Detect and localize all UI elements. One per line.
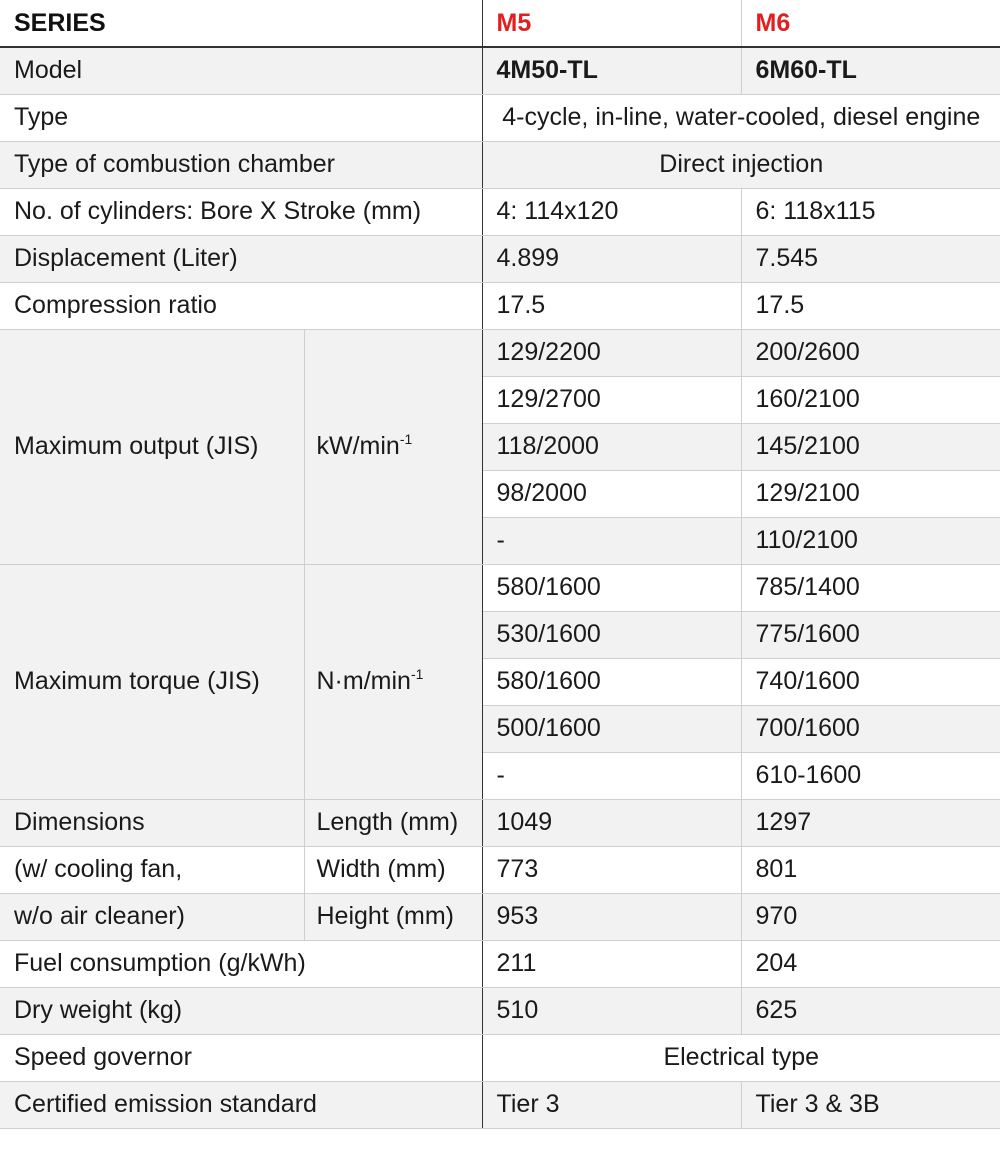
m5-value: 1049 — [482, 799, 741, 846]
m5-value: - — [482, 517, 741, 564]
table-row-compression — [0, 282, 1000, 329]
m6-value: Tier 3 & 3B — [741, 1081, 1000, 1128]
m5-value: 4.899 — [482, 235, 741, 282]
table-row-dim-length — [0, 799, 1000, 846]
m6-heading: M6 — [741, 0, 1000, 47]
max-torque-unit — [304, 564, 482, 799]
m6-value: 1297 — [741, 799, 1000, 846]
row-label: Type of combustion chamber — [0, 141, 482, 188]
row-label: Model — [0, 47, 482, 94]
dimensions-label-line-1: Dimensions — [0, 799, 304, 846]
m5-value: 129/2200 — [482, 329, 741, 376]
m5-value: 953 — [482, 893, 741, 940]
table-row-combustion — [0, 141, 1000, 188]
m6-value: 204 — [741, 940, 1000, 987]
table-row-displacement — [0, 235, 1000, 282]
unit-superscript: -1 — [399, 431, 413, 447]
max-output-unit — [304, 329, 482, 564]
m5-value: 118/2000 — [482, 423, 741, 470]
m6-value: 6: 118x115 — [741, 188, 1000, 235]
shared-value: Electrical type — [482, 1034, 1000, 1081]
m6-value: 129/2100 — [741, 470, 1000, 517]
dimension-sub-label: Height (mm) — [304, 893, 482, 940]
table-row-dim-width — [0, 846, 1000, 893]
unit-text: kW/min — [316, 432, 400, 460]
m6-value: 740/1600 — [741, 658, 1000, 705]
m6-value: 785/1400 — [741, 564, 1000, 611]
m5-value: 530/1600 — [482, 611, 741, 658]
m6-value: 200/2600 — [741, 329, 1000, 376]
m5-value: 773 — [482, 846, 741, 893]
max-torque-label: Maximum torque (JIS) — [0, 564, 304, 799]
m5-value: 98/2000 — [482, 470, 741, 517]
m6-value: 610-1600 — [741, 752, 1000, 799]
m5-value: 4: 114x120 — [482, 188, 741, 235]
dimension-sub-label: Width (mm) — [304, 846, 482, 893]
row-label: Displacement (Liter) — [0, 235, 482, 282]
table-row-torque-1 — [0, 564, 1000, 611]
m6-value: 7.545 — [741, 235, 1000, 282]
m5-heading: M5 — [482, 0, 741, 47]
unit-superscript: -1 — [410, 666, 424, 682]
row-label: No. of cylinders: Bore X Stroke (mm) — [0, 188, 482, 235]
table-row-model — [0, 47, 1000, 94]
row-label: Certified emission standard — [0, 1081, 482, 1128]
m6-value: 17.5 — [741, 282, 1000, 329]
table-row-dim-height — [0, 893, 1000, 940]
table-row-emission — [0, 1081, 1000, 1128]
row-label: Fuel consumption (g/kWh) — [0, 940, 482, 987]
table-row-type — [0, 94, 1000, 141]
row-label: Type — [0, 94, 482, 141]
table-header-row — [0, 0, 1000, 47]
m5-value: Tier 3 — [482, 1081, 741, 1128]
m6-value: 110/2100 — [741, 517, 1000, 564]
dimensions-label-line-3: w/o air cleaner) — [0, 893, 304, 940]
m5-value: - — [482, 752, 741, 799]
m6-value: 775/1600 — [741, 611, 1000, 658]
dimensions-label-line-2: (w/ cooling fan, — [0, 846, 304, 893]
row-label: Dry weight (kg) — [0, 987, 482, 1034]
m5-value: 129/2700 — [482, 376, 741, 423]
table-row-governor — [0, 1034, 1000, 1081]
m5-value: 17.5 — [482, 282, 741, 329]
shared-value: 4-cycle, in-line, water-cooled, diesel engine — [482, 94, 1000, 141]
m6-value: 970 — [741, 893, 1000, 940]
m6-value: 700/1600 — [741, 705, 1000, 752]
m5-value: 580/1600 — [482, 658, 741, 705]
table-row-output-1 — [0, 329, 1000, 376]
m6-value: 160/2100 — [741, 376, 1000, 423]
m6-value: 145/2100 — [741, 423, 1000, 470]
m5-value: 510 — [482, 987, 741, 1034]
table-row-cylinders — [0, 188, 1000, 235]
row-label: Compression ratio — [0, 282, 482, 329]
series-heading: SERIES — [0, 0, 482, 47]
row-label: Speed governor — [0, 1034, 482, 1081]
shared-value: Direct injection — [482, 141, 1000, 188]
m6-value: 625 — [741, 987, 1000, 1034]
m6-value: 801 — [741, 846, 1000, 893]
unit-text: N·m/min — [316, 667, 411, 695]
m5-value: 580/1600 — [482, 564, 741, 611]
m5-value: 4M50-TL — [482, 47, 741, 94]
max-output-label: Maximum output (JIS) — [0, 329, 304, 564]
m5-value: 211 — [482, 940, 741, 987]
table-row-fuel — [0, 940, 1000, 987]
table-row-dry-weight — [0, 987, 1000, 1034]
dimension-sub-label: Length (mm) — [304, 799, 482, 846]
m6-value: 6M60-TL — [741, 47, 1000, 94]
m5-value: 500/1600 — [482, 705, 741, 752]
